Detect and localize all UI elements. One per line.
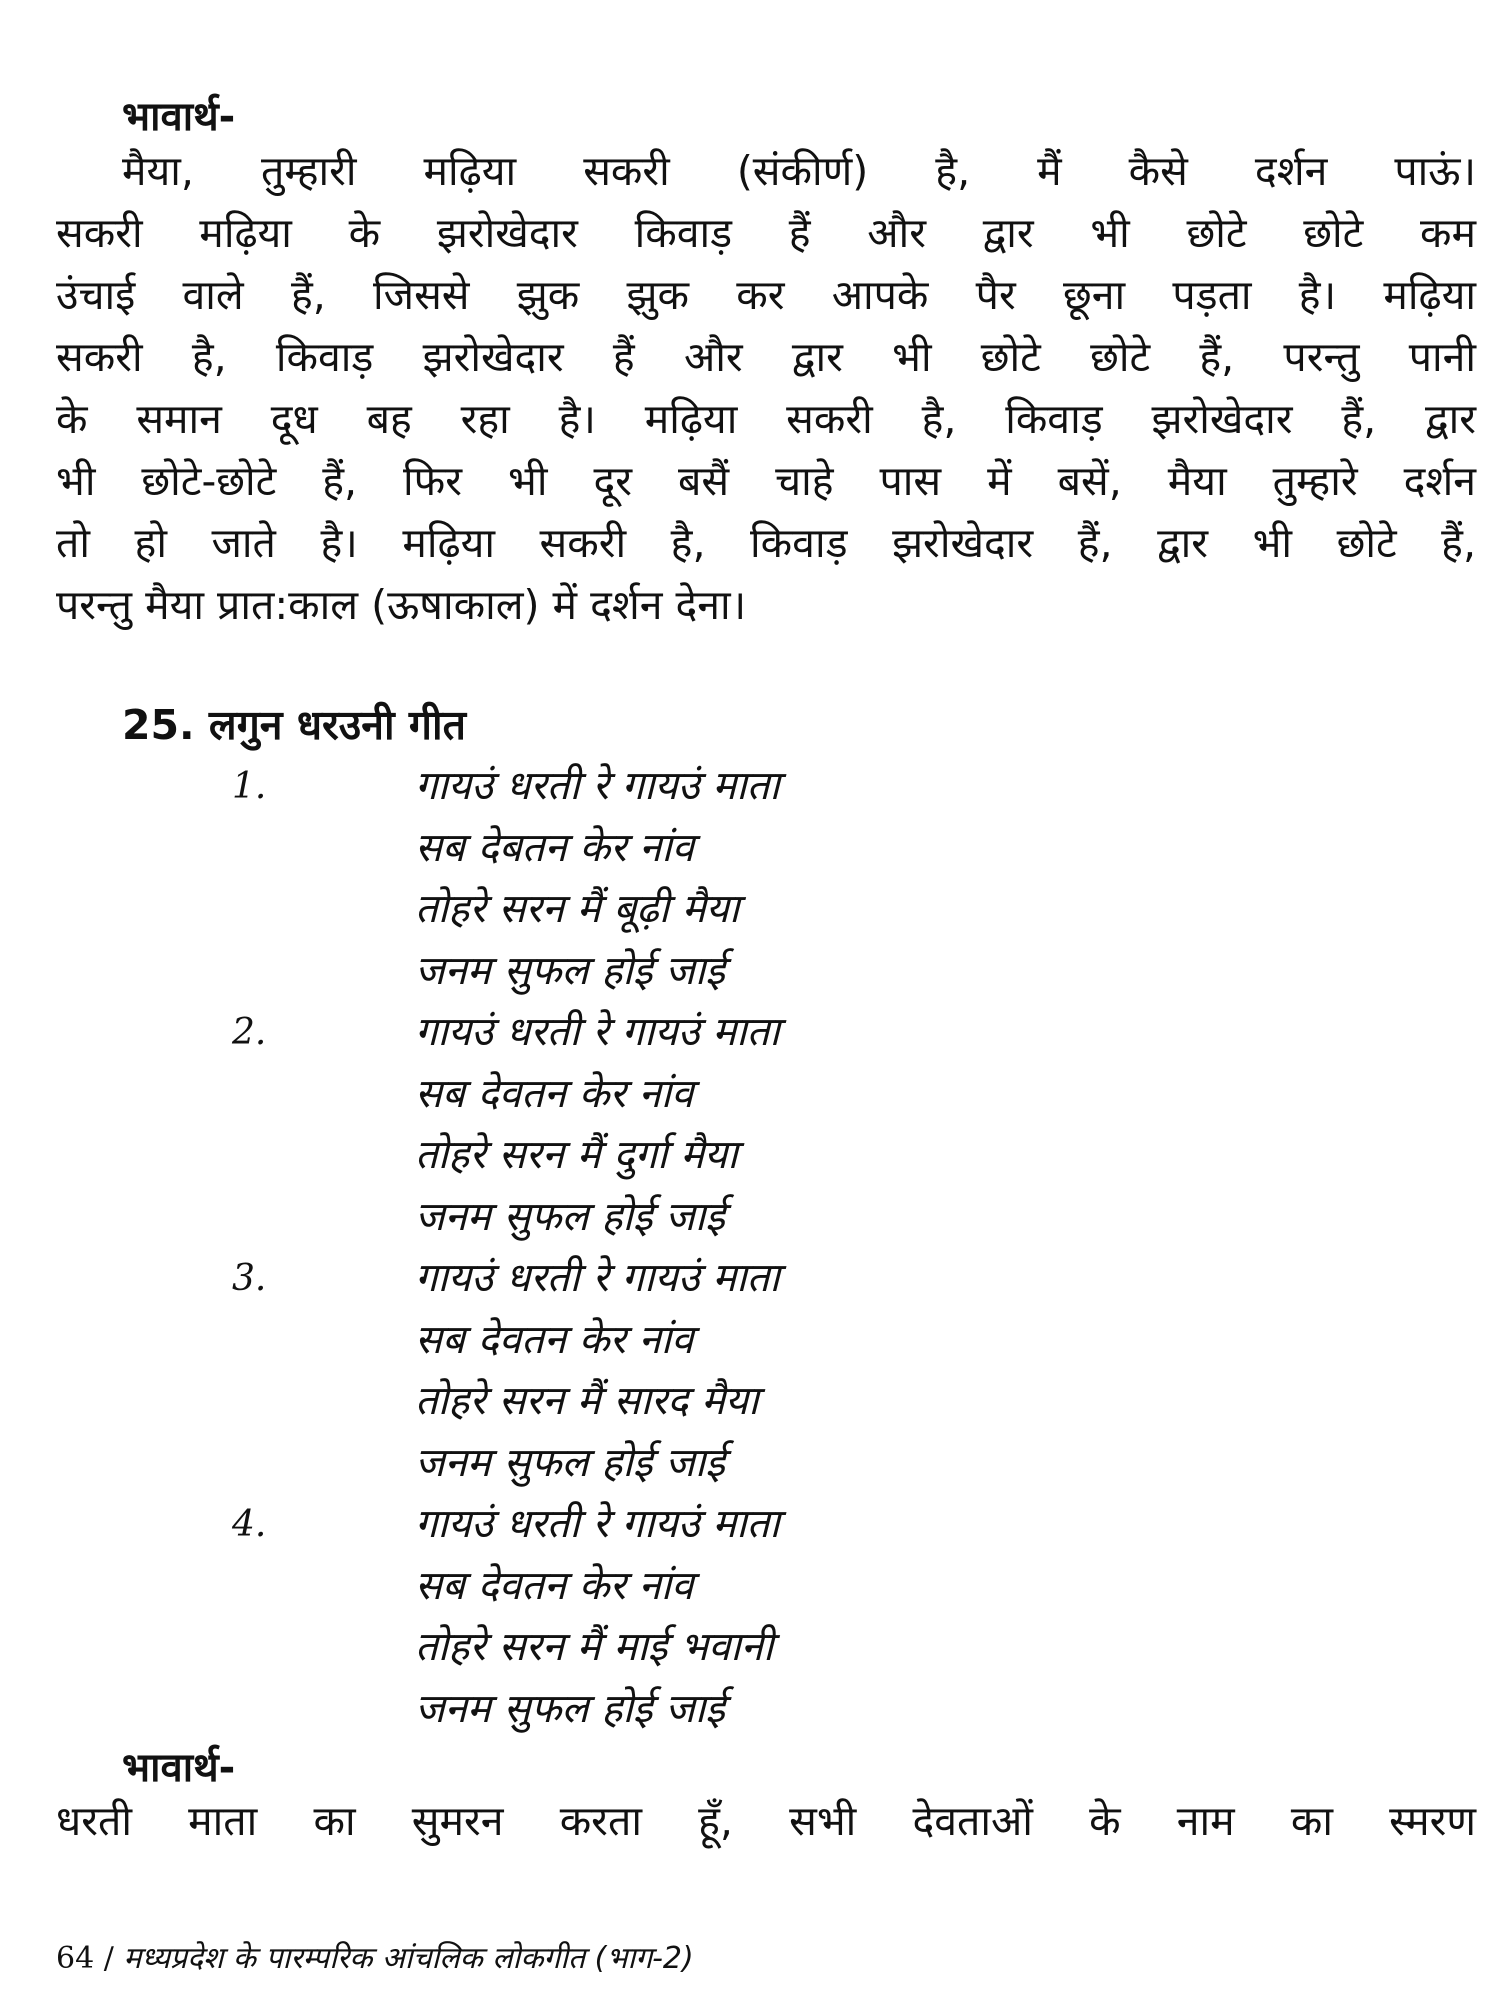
verse-lines	[415, 1248, 780, 1494]
verse-line: सब देवतन केर नांव	[415, 1316, 694, 1363]
verse-2	[0, 1002, 1500, 1248]
bhavarth-heading-1: भावार्थ-	[122, 94, 236, 140]
paragraph-line: उंचाई वाले हैं, जिससे झुक झुक कर आपके पैर छूना पड़ता है। मढ़िया	[56, 271, 1476, 319]
verse-number: 1.	[232, 766, 267, 807]
paragraph-line: सकरी है, किवाड़ झरोखेदार हैं और द्वार भी छोटे छोटे हैं, परन्तु पानी	[56, 333, 1476, 381]
verse-line: तोहरे सरन मैं बूढ़ी मैया	[415, 886, 740, 932]
paragraph-line: मैया, तुम्हारी मढ़िया सकरी (संकीर्ण) है, मैं कैसे दर्शन पाऊं।	[122, 147, 1476, 195]
verse-number: 4.	[232, 1504, 267, 1545]
verse-3	[0, 1248, 1500, 1494]
verse-line: जनम सुफल होई जाई	[415, 1439, 725, 1486]
verse-line: सब देवतन केर नांव	[415, 1070, 694, 1117]
verse-line: तोहरे सरन मैं माई भवानी	[415, 1624, 774, 1670]
bhavarth-heading-2: भावार्थ-	[122, 1745, 236, 1791]
verse-lines	[415, 1494, 780, 1740]
verse-line: तोहरे सरन मैं सारद मैया	[415, 1378, 759, 1424]
paragraph-line: के समान दूध बह रहा है। मढ़िया सकरी है, किवाड़ झरोखेदार हैं, द्वार	[56, 395, 1476, 443]
paragraph-line: सकरी मढ़िया के झरोखेदार किवाड़ हैं और द्वार भी छोटे छोटे कम	[56, 209, 1476, 257]
page-number: 64 /	[56, 1941, 114, 1976]
verse-line: सब देबतन केर नांव	[415, 824, 694, 871]
verse-lines	[415, 756, 780, 1002]
verse-line: गायउं धरती रे गायउं माता	[415, 763, 780, 809]
paragraph-line: धरती माता का सुमरन करता हूँ, सभी देवताओं के नाम का स्मरण	[56, 1797, 1476, 1845]
book-title: मध्यप्रदेश के पारम्परिक आंचलिक लोकगीत (भाग-2)	[123, 1941, 694, 1976]
verse-number: 3.	[232, 1258, 267, 1299]
verse-line: जनम सुफल होई जाई	[415, 947, 725, 994]
verse-line: गायउं धरती रे गायउं माता	[415, 1009, 780, 1055]
verse-line: गायउं धरती रे गायउं माता	[415, 1501, 780, 1547]
bhavarth-paragraph-2	[56, 1790, 1476, 1852]
verse-line: सब देवतन केर नांव	[415, 1562, 694, 1609]
verse-4	[0, 1494, 1500, 1740]
bhavarth-paragraph-1	[56, 140, 1476, 636]
verse-line: गायउं धरती रे गायउं माता	[415, 1255, 780, 1301]
verse-lines	[415, 1002, 780, 1248]
verse-1	[0, 756, 1500, 1002]
song-verses	[0, 756, 1500, 1740]
page-footer	[56, 1937, 694, 1981]
paragraph-line: परन्तु मैया प्रात:काल (ऊषाकाल) में दर्शन देना।	[56, 581, 747, 629]
verse-line: जनम सुफल होई जाई	[415, 1685, 725, 1732]
verse-line: तोहरे सरन मैं दुर्गा मैया	[415, 1132, 738, 1178]
paragraph-line: भी छोटे-छोटे हैं, फिर भी दूर बसैं चाहे पास में बसें, मैया तुम्हारे दर्शन	[56, 457, 1476, 505]
paragraph-line: तो हो जाते है। मढ़िया सकरी है, किवाड़ झरोखेदार हैं, द्वार भी छोटे हैं,	[56, 519, 1476, 567]
verse-line: जनम सुफल होई जाई	[415, 1193, 725, 1240]
song-title: 25. लगुन धरउनी गीत	[122, 701, 466, 749]
verse-number: 2.	[232, 1012, 267, 1053]
